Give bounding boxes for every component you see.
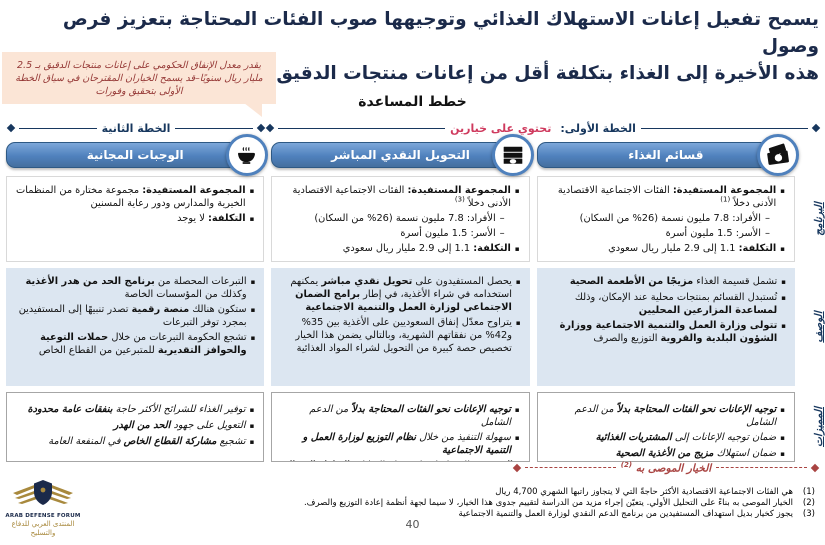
bullet-item: ▪ التكلفة: 1.1 إلى 2.9 مليار ريال سعودي: [342, 243, 520, 254]
footnote: (2) الخيار الموصى به بناءً على التحليل الأولي. يتعيّن إجراء مزيد من الدراسة لتقييم جدوى هذا الخيار، لا سيما لجهة أنظمة إعادة التوزيع والصرف.: [303, 498, 815, 508]
description-cell-free-meals: [6, 268, 264, 386]
eagle-emblem-icon: [11, 479, 75, 509]
bullet-item: ▪ تشجع الحكومة التبرعات من خلال حملات التوعية والحوافز التقديرية للمتبرعين من القطاع الخاص: [38, 332, 256, 356]
diamond-endpoint-icon: [811, 464, 819, 472]
program-cell-cash-transfer: [271, 176, 529, 262]
plan-two-label: الخطة الثانية: [101, 121, 171, 135]
row-label-description: الوصف: [813, 311, 825, 343]
bullet-item: [277, 459, 519, 462]
column-title: قسائم الغذاء: [628, 148, 704, 162]
bullet-item: ▪ التعويل على جهود الحد من الهدر: [113, 420, 255, 431]
slide-title-line2: هذه الأخيرة إلى الغذاء بتكلفة أقل من إعانات منتجات الدقيق: [276, 63, 819, 84]
program-cell-free-meals: [6, 176, 264, 262]
bullet-item: ▪ يتراوح معدّل إنفاق السعوديين على الأغذية بين 35% و42% من نفقاتهم الشهرية، وبالتالي يضمن هذا الخيار تخصيص حصة كبيرة من التحويل لشراء المواد الغذائية: [295, 317, 521, 354]
dashed-rule: [525, 467, 616, 468]
column-header-cash-transfer: [271, 142, 529, 168]
bullet-item: ▪ سهولة التنفيذ من خلال نظام التوزيع لوزارة العمل و التنمية الاجتماعية: [302, 432, 520, 456]
bullet-item: ▪ ضمان توجيه الإعانات إلى المشتريات الغذائية: [595, 432, 785, 443]
bullet-item: ▪ المجموعة المستفيدة: الفئات الاجتماعية الاقتصادية الأدنى دخلاً $^{(3)}$: [292, 185, 520, 209]
column-free-meals: [6, 142, 264, 462]
row-label-features: المميزات: [813, 406, 825, 448]
column-cash-transfer: [271, 142, 529, 462]
program-cell-food-vouchers: [537, 176, 795, 262]
page-number: 40: [405, 518, 420, 531]
plan-rule-line: [278, 128, 445, 129]
features-cell-food-vouchers: [537, 392, 795, 462]
plan-one-label: الخطة الأولى:: [560, 121, 636, 135]
plan-two-span: [8, 120, 264, 136]
diamond-endpoint-icon: [513, 464, 521, 472]
description-cell-cash-transfer: [271, 268, 529, 386]
bullet-item: ▪ يحصل المستفيدون على تحويل نقدي مباشر يمكنهم استخدامه في شراء الأغذية، في إطار برامج الضمان الاجتماعي لوزارة العمل والتنمية الاجتماعية: [290, 276, 521, 313]
description-cell-food-vouchers: [537, 268, 795, 386]
diamond-endpoint-icon: [812, 124, 820, 132]
footnotes: [80, 487, 815, 520]
column-title: الوجبات المجانية: [86, 148, 184, 162]
section-heading: خطط المساعدة: [358, 94, 467, 110]
row-label-program: البرنامج: [813, 202, 825, 236]
bullet-item: ▪ توفير الغذاء للشرائح الأكثر حاجة بنفقات عامة محدودة: [27, 404, 255, 415]
bullet-item: ▪ توجيه الإعانات نحو الفئات المحتاجة بدلاً من الدعم الشامل: [309, 404, 520, 428]
dashed-rule: [716, 467, 807, 468]
slide-title-line1: يسمح تفعيل إعانات الاستهلاك الغذائي وتوجيهها صوب الفئات المحتاجة بتعزيز فرص وصول: [62, 9, 819, 57]
bullet-item: ▪ المجموعة المستفيدة: مجموعة مختارة من المنظمات الخيرية والمدارس ودور رعاية المسنين: [16, 185, 255, 209]
bullet-item: – الأسر: 1.5 مليون أسرة: [400, 228, 505, 239]
bullet-item: ▪ التكلفة: 1.1 إلى 2.9 مليار ريال سعودي: [608, 243, 785, 254]
food-voucher-icon: [757, 134, 799, 176]
column-title: التحويل النقدي المباشر: [331, 148, 470, 162]
bullet-item: – الأفراد: 7.8 مليون نسمة (26% من السكان): [579, 213, 770, 224]
plan-rule-line: [19, 128, 97, 129]
plan-one-span: [267, 120, 819, 136]
logo-text-ar: المنتدى العربي للدفاع والتسليح: [11, 520, 75, 537]
logo-text-en: ARAB DEFENSE FORUM: [5, 513, 81, 519]
bullet-item: ▪ التبرعات المحصلة من برنامج الحد من هدر الأغذية وكذلك من المؤسسات الخاصة: [25, 276, 256, 300]
diamond-endpoint-icon: [7, 124, 15, 132]
column-header-free-meals: [6, 142, 264, 168]
plan-rule-line: [175, 128, 253, 129]
recommended-option-label: الخيار الموصى به $^{(2)}$: [620, 461, 712, 475]
bullet-item: – الأفراد: 7.8 مليون نسمة (26% من السكان): [314, 213, 505, 224]
bullet-item: ▪ تشجيع مشاركة القطاع الخاص في المنفعة العامة: [48, 436, 255, 447]
bullet-item: ▪ تُستبدل القسائم بمنتجات محلية عند الإمكان، وذلك لمساعدة المزارعين المحليين: [574, 292, 786, 316]
features-cell-cash-transfer: [271, 392, 529, 462]
bullet-item: ▪ تشمل قسيمة الغذاء مزيجًا من الأطعمة الصحية: [569, 276, 786, 287]
cash-transfer-icon: [492, 134, 534, 176]
column-food-vouchers: [537, 142, 795, 462]
bullet-item: ▪ ستكون هنالك منصة رقمية تصدر تنبيهًا إلى المستفيدين بمجرد توفر التبرعات: [18, 304, 256, 328]
free-meals-icon: [226, 134, 268, 176]
recommended-option: [514, 461, 818, 475]
plan-rule-line: [641, 128, 808, 129]
features-cell-free-meals: [6, 392, 264, 462]
arab-defense-forum-logo: [4, 479, 82, 538]
plans-table: [6, 142, 795, 462]
footnote: (1) هي الفئات الاجتماعية الاقتصادية الأكثر حاجةً التي لا يتجاوز راتبها الشهري 4,700 ريال: [495, 487, 815, 497]
footnote: (3) يجوز كخيار بديل استهداف المستفيدين من برنامج الدعم النقدي لوزارة العمل والتنمية الاجتماعية: [458, 509, 815, 519]
column-header-food-vouchers: [537, 142, 795, 168]
bullet-item: ▪ التكلفة: لا يوجد: [177, 213, 255, 224]
bullet-item: ▪ ضمان استهلاك مزيج من الأغذية الصحية: [615, 448, 785, 459]
bullet-item: – الأسر: 1.5 مليون أسرة: [665, 228, 770, 239]
bullet-item: ▪ توجيه الإعانات نحو الفئات المحتاجة بدلاً من الدعم الشامل: [574, 404, 785, 428]
bullet-item: ▪ المجموعة المستفيدة: الفئات الاجتماعية الاقتصادية الأدنى دخلاً $^{(1)}$: [557, 185, 785, 209]
bullet-item: ▪ تتولى وزارة العمل والتنمية الاجتماعية ووزارة الشؤون البلدية والقروية التوزيع والصرف: [559, 320, 786, 344]
diamond-endpoint-icon: [257, 124, 265, 132]
plan-one-sublabel: تحتوي على خيارين: [450, 121, 552, 135]
diamond-endpoint-icon: [266, 124, 274, 132]
callout-text: يقدر معدل الإنفاق الحكومي على إعانات منتجات الدقيق بـ 2.5 مليار ريال سنويًا–قد يسمح الخياران المقترحان في سياق الخطة الأولى بتحقيق وفورات: [15, 60, 263, 97]
recommended-footnote-ref: (2): [620, 461, 633, 469]
